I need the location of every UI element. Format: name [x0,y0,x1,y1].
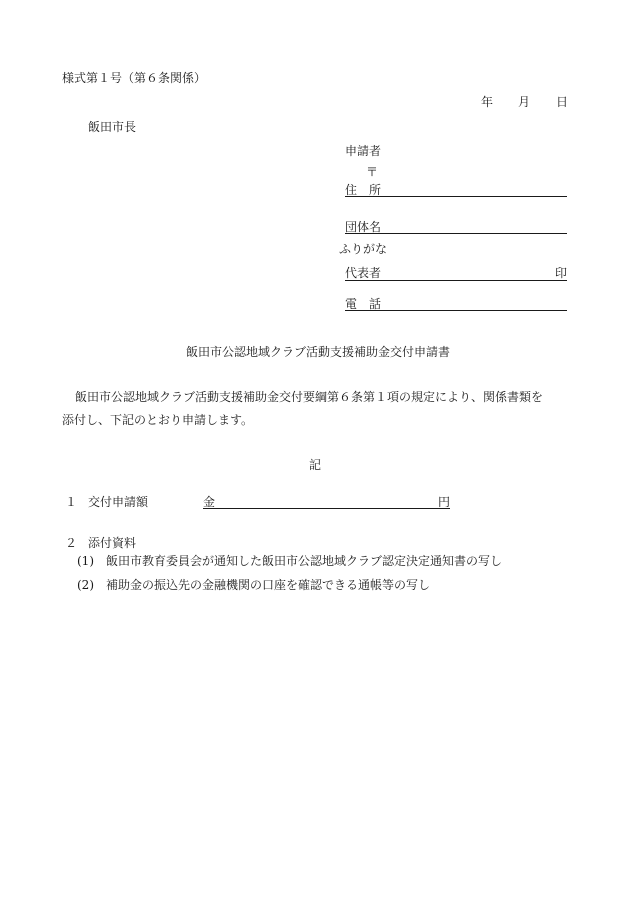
address-field-line[interactable] [345,196,567,197]
amount-field-line[interactable] [203,508,450,509]
amount-prefix: 金 [203,495,216,509]
body-line-1: 飯田市公認地域クラブ活動支援補助金交付要綱第６条第１項の規定により、関係書類を [75,390,544,404]
phone-field-line[interactable] [345,310,567,311]
group-name-field-line[interactable] [345,233,567,234]
phone-label: 電 話 [345,297,382,311]
seal-label: 印 [555,266,568,280]
furigana-label: ふりがな [339,242,388,256]
item-2-label: 添付資料 [88,536,137,550]
date-year: 年 [481,95,494,109]
date-month: 月 [518,95,531,109]
document-title: 飯田市公認地域クラブ活動支援補助金交付申請書 [186,345,451,359]
amount-suffix: 円 [438,495,451,509]
date-day: 日 [556,95,569,109]
attachment-item: (2) 補助金の振込先の金融機関の口座を確認できる通帳等の写し [77,578,431,592]
item-1-label: 交付申請額 [88,495,149,509]
item-1-number: １ [65,495,78,509]
body-line-2: 添付し、下記のとおり申請します。 [62,413,254,427]
form-label: 様式第１号（第６条関係） [62,71,207,85]
representative-label: 代表者 [345,266,382,280]
ki-heading: 記 [309,458,322,472]
representative-field-line[interactable] [345,280,567,281]
attachment-item: (1) 飯田市教育委員会が通知した飯田市公認地域クラブ認定決定通知書の写し [77,554,503,568]
postal-mark: 〒 [366,165,379,179]
item-2-number: ２ [65,536,78,550]
group-name-label: 団体名 [345,220,382,234]
address-label: 住 所 [345,183,382,197]
addressee: 飯田市長 [88,120,137,134]
applicant-heading: 申請者 [345,144,382,158]
